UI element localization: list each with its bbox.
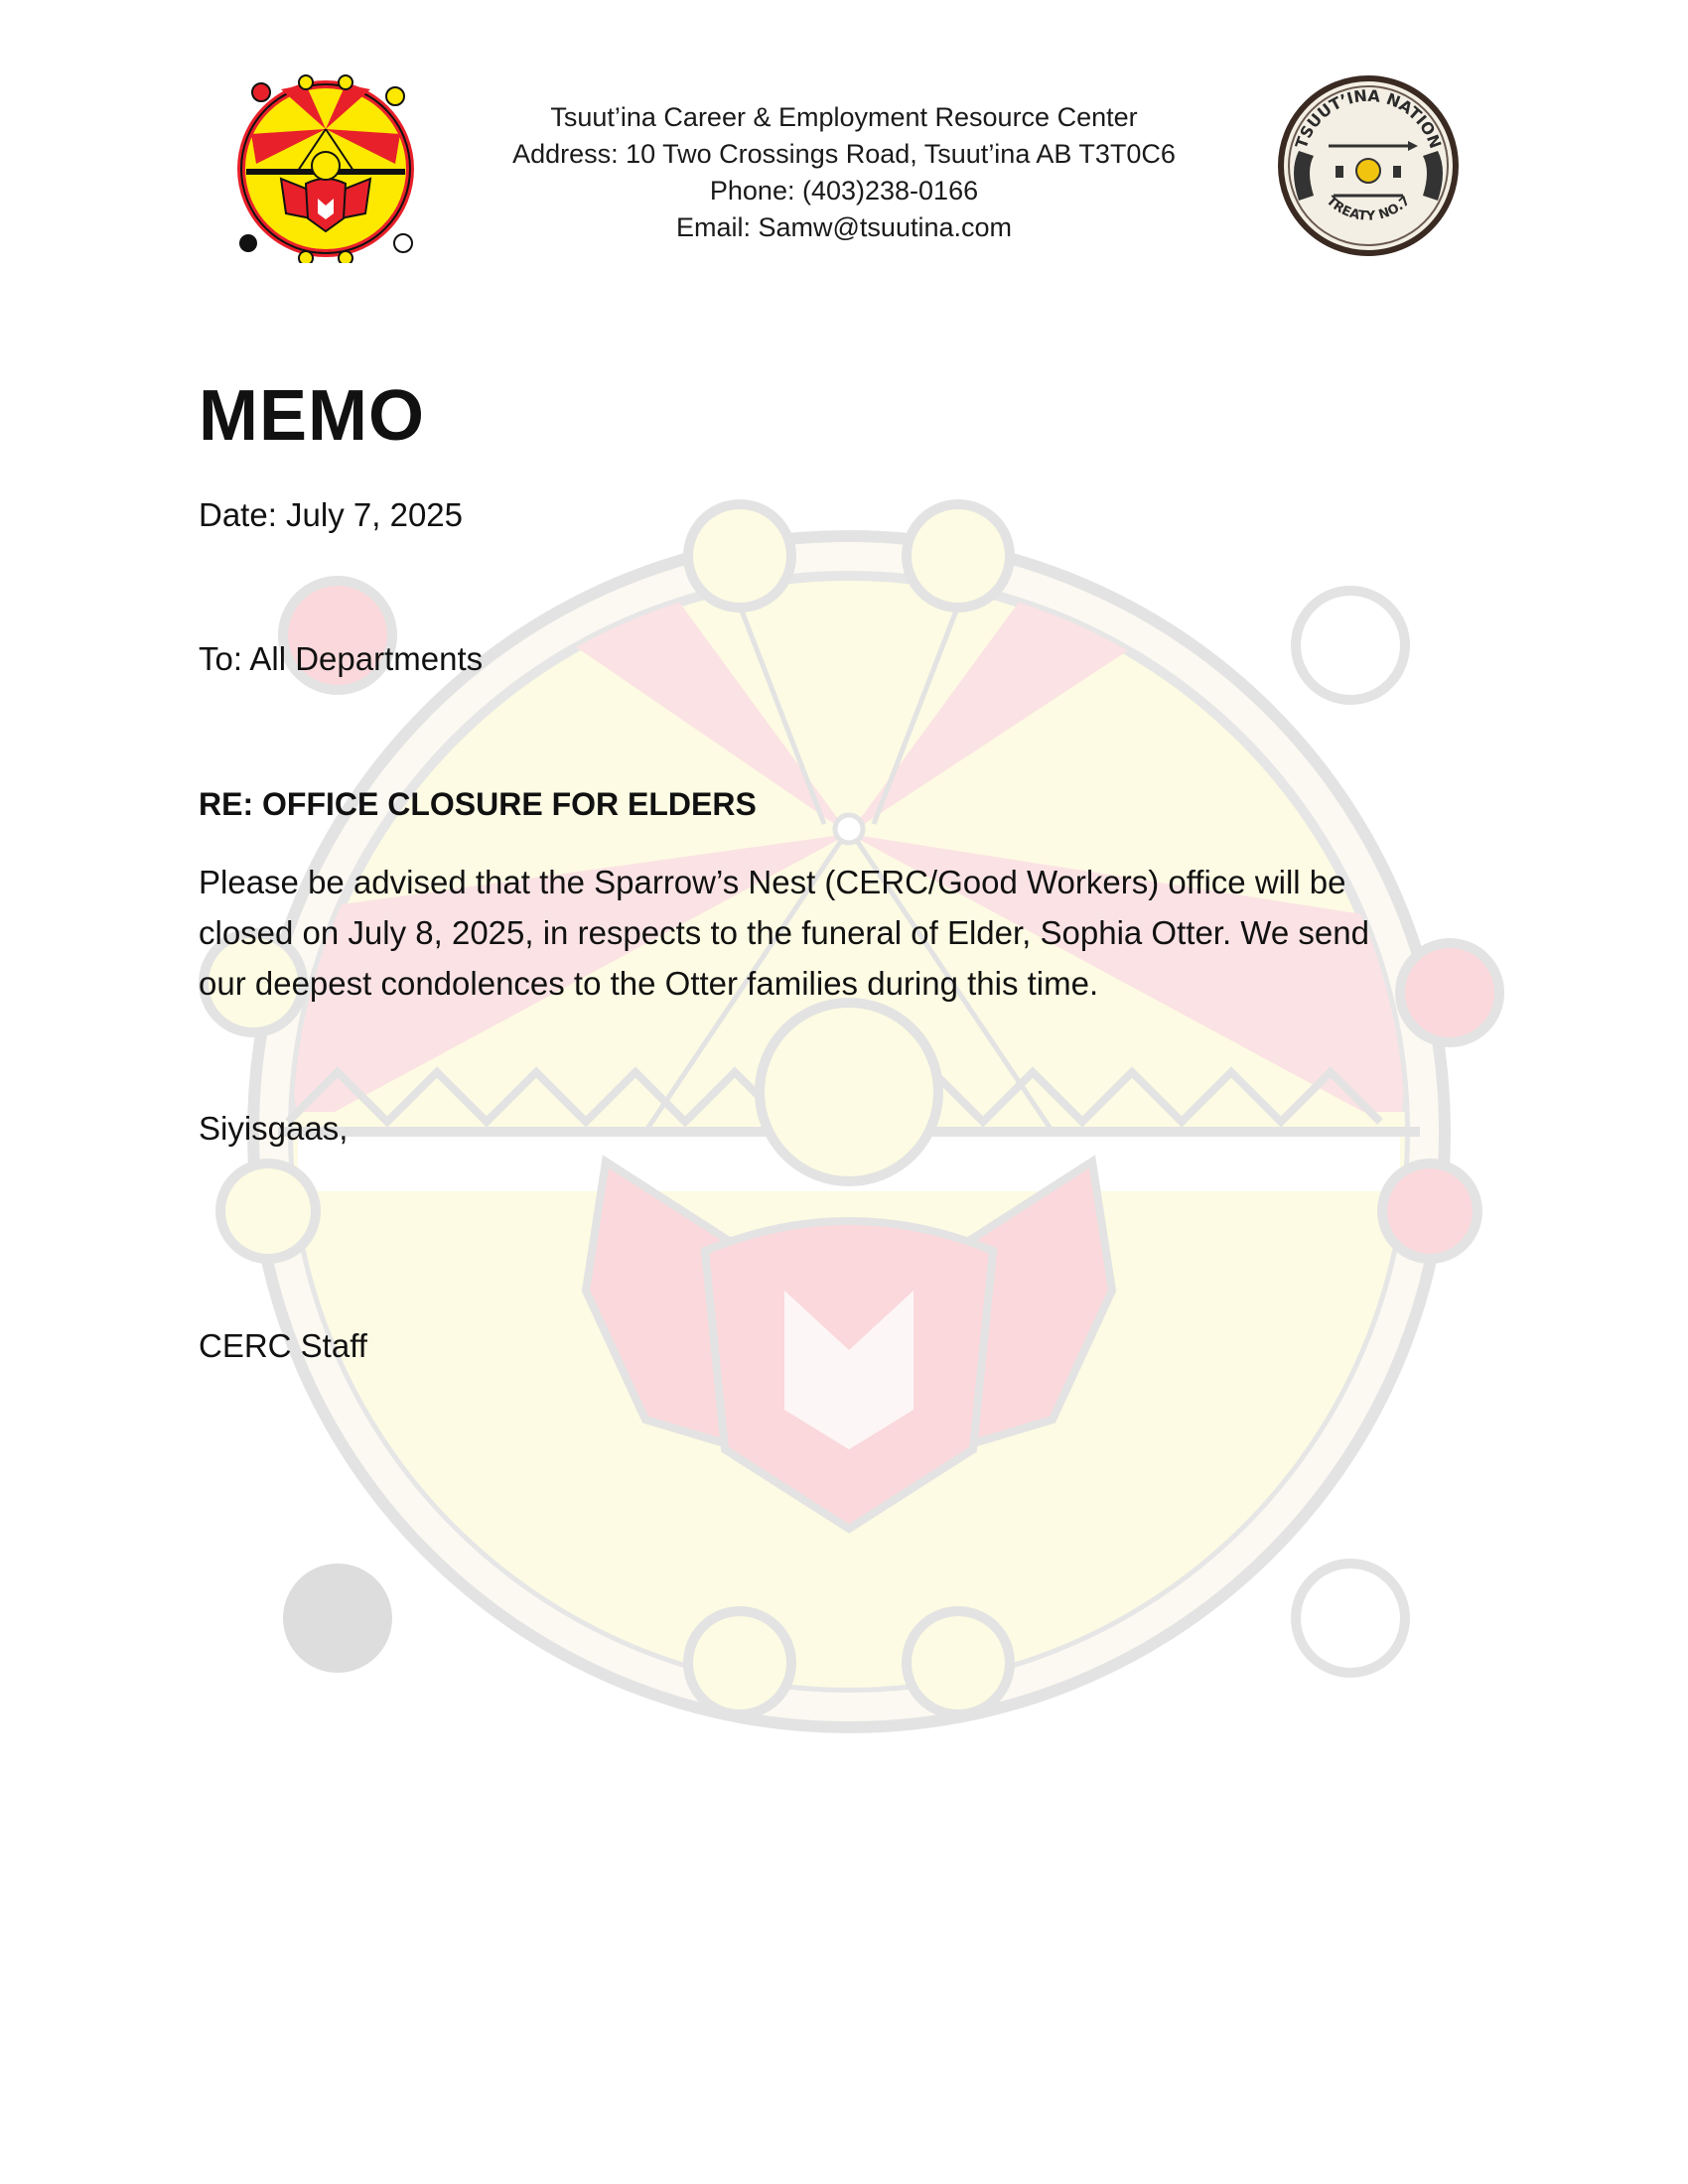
watermark-logo [189,496,1509,1747]
memo-body [199,857,1489,1009]
memo-subject: RE: OFFICE CLOSURE FOR ELDERS [199,786,757,822]
memo-closing: Siyisgaas, [199,1110,349,1147]
memo-title: MEMO [199,376,425,456]
memo-body-line: Please be advised that the Sparrow’s Nest (CERC/Good Workers) office will be [199,864,1346,900]
memo-body-line: closed on July 8, 2025, in respects to the funeral of Elder, Sophia Otter. We send [199,914,1369,951]
cerc-logo [226,74,425,263]
svg-text:TSUUT’INA NATION: TSUUT’INA NATION [1291,85,1446,152]
memo-body-line: our deepest condolences to the Otter families during this time. [199,965,1099,1002]
memo-date: Date: July 7, 2025 [199,496,463,533]
svg-text:TREATY NO.7: TREATY NO.7 [1323,194,1414,224]
memo-signature: CERC Staff [199,1327,367,1364]
email-line: Email: Samw@tsuutina.com [675,212,1012,242]
phone-line: Phone: (403)238-0166 [709,176,979,205]
memo-recipient: To: All Departments [199,640,484,677]
tsuutina-nation-seal [1274,71,1463,260]
org-name: Tsuut’ina Career & Employment Resource Center [550,102,1138,132]
letterhead-contact [417,99,1271,246]
address-line: Address: 10 Two Crossings Road, Tsuut’ina AB T3T0C6 [512,139,1176,169]
